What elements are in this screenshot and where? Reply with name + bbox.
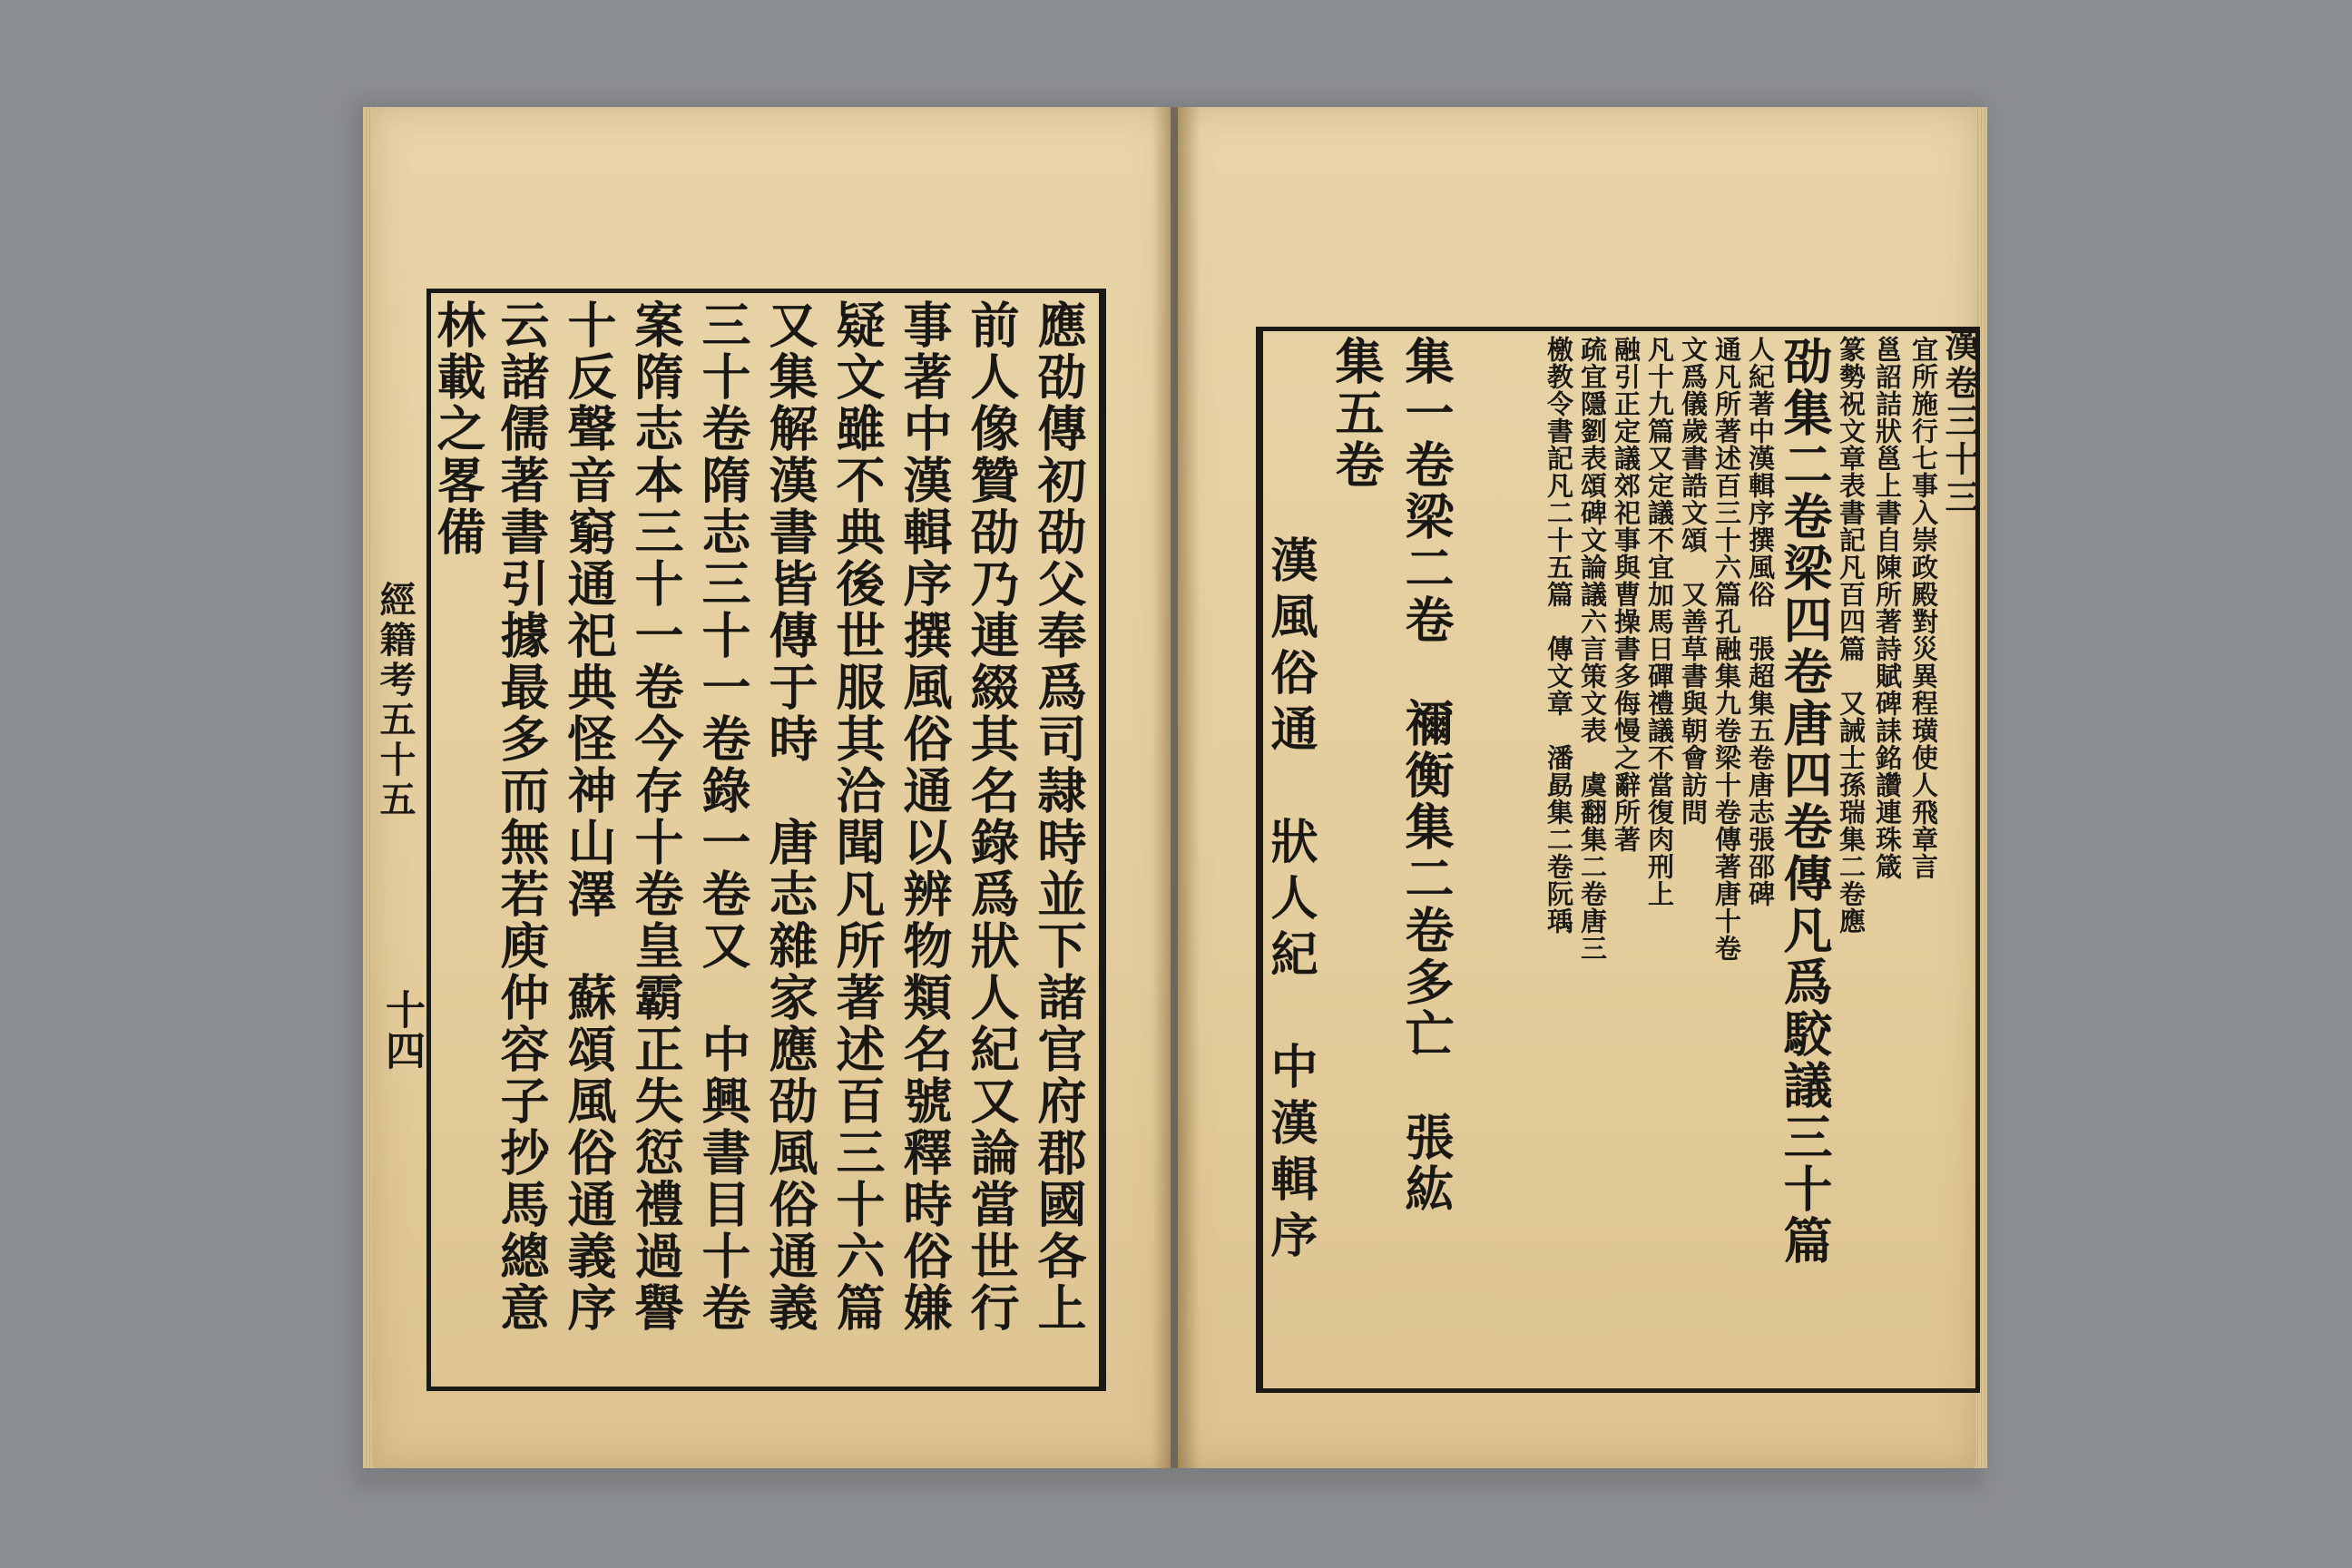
right-column: 人紀著中漢輯序撰風俗 張超集五卷唐志張邵碑: [1745, 336, 1776, 907]
left-column: 又集解漢書皆傳于時 唐志雜家應劭風俗通義: [761, 299, 819, 1334]
left-margin-title: 經籍考五十五: [374, 581, 416, 820]
right-column: 篆勢祝文章表書記凡百四篇 又誡士孫瑞集二卷應: [1836, 336, 1867, 935]
left-column: 案隋志本三十一卷今存十卷皇霸正失愆禮過譽: [627, 299, 685, 1334]
right-column: 通凡所著述百三十六篇孔融集九卷梁十卷傳著唐十卷: [1711, 336, 1742, 962]
right-column: 文爲儀歲書誥文頌 又善草書與朝會訪問: [1678, 336, 1709, 826]
left-folio-number: 十四: [378, 989, 425, 1071]
right-column: 凡十九篇又定議不宜加馬日磾禮議不當復肉刑上: [1644, 336, 1675, 907]
left-column: 林載之畧備: [429, 299, 487, 558]
left-column: 應劭傳初劭父奉爲司隷時並下諸官府郡國各上: [1030, 299, 1088, 1334]
right-column: 疏宜隱劉表頌碑文論議六言策文表 虞翻集二卷唐三: [1577, 336, 1608, 962]
right-column: 檄教令書記凡二十五篇 傳文章 潘勗集二卷阮瑀: [1544, 336, 1574, 935]
right-heading: 漢風俗通 狀人紀 中漢輯序: [1262, 535, 1318, 1267]
right-margin-title: 漢卷三十三: [1939, 327, 1980, 517]
right-column: 集五卷: [1328, 336, 1386, 491]
right-column: 集一卷梁二卷 禰衡集二卷多亡 張紘: [1397, 336, 1455, 1215]
right-column: 劭集二卷梁四卷唐四卷傳凡爲駮議三十篇: [1776, 336, 1834, 1267]
right-column: 宜所施行七事入崇政殿對災異程璜使人飛章言: [1908, 336, 1939, 880]
left-column: 疑文雖不典後世服其洽聞凡所著述百三十六篇: [828, 299, 887, 1334]
left-column: 前人像贊劭乃連綴其名錄爲狀人紀又論當世行: [963, 299, 1021, 1334]
right-column: 融引正定議郊祀事與曹操書多侮慢之辭所著: [1611, 336, 1642, 853]
left-column: 事著中漢輯序撰風俗通以辨物類名號釋時俗嫌: [896, 299, 954, 1334]
right-column: 邕詔詰狀邕上書自陳所著詩賦碑誄銘讚連珠箴: [1872, 336, 1903, 880]
book-gutter: [1152, 107, 1200, 1468]
left-column: 三十卷隋志三十一卷錄一卷又 中興書目十卷: [694, 299, 752, 1334]
left-column: 云諸儒著書引據最多而無若庾仲容子抄馬總意: [493, 299, 551, 1334]
left-column: 十反聲音窮通祀典怪神山澤 蘇頌風俗通義序: [560, 299, 618, 1334]
